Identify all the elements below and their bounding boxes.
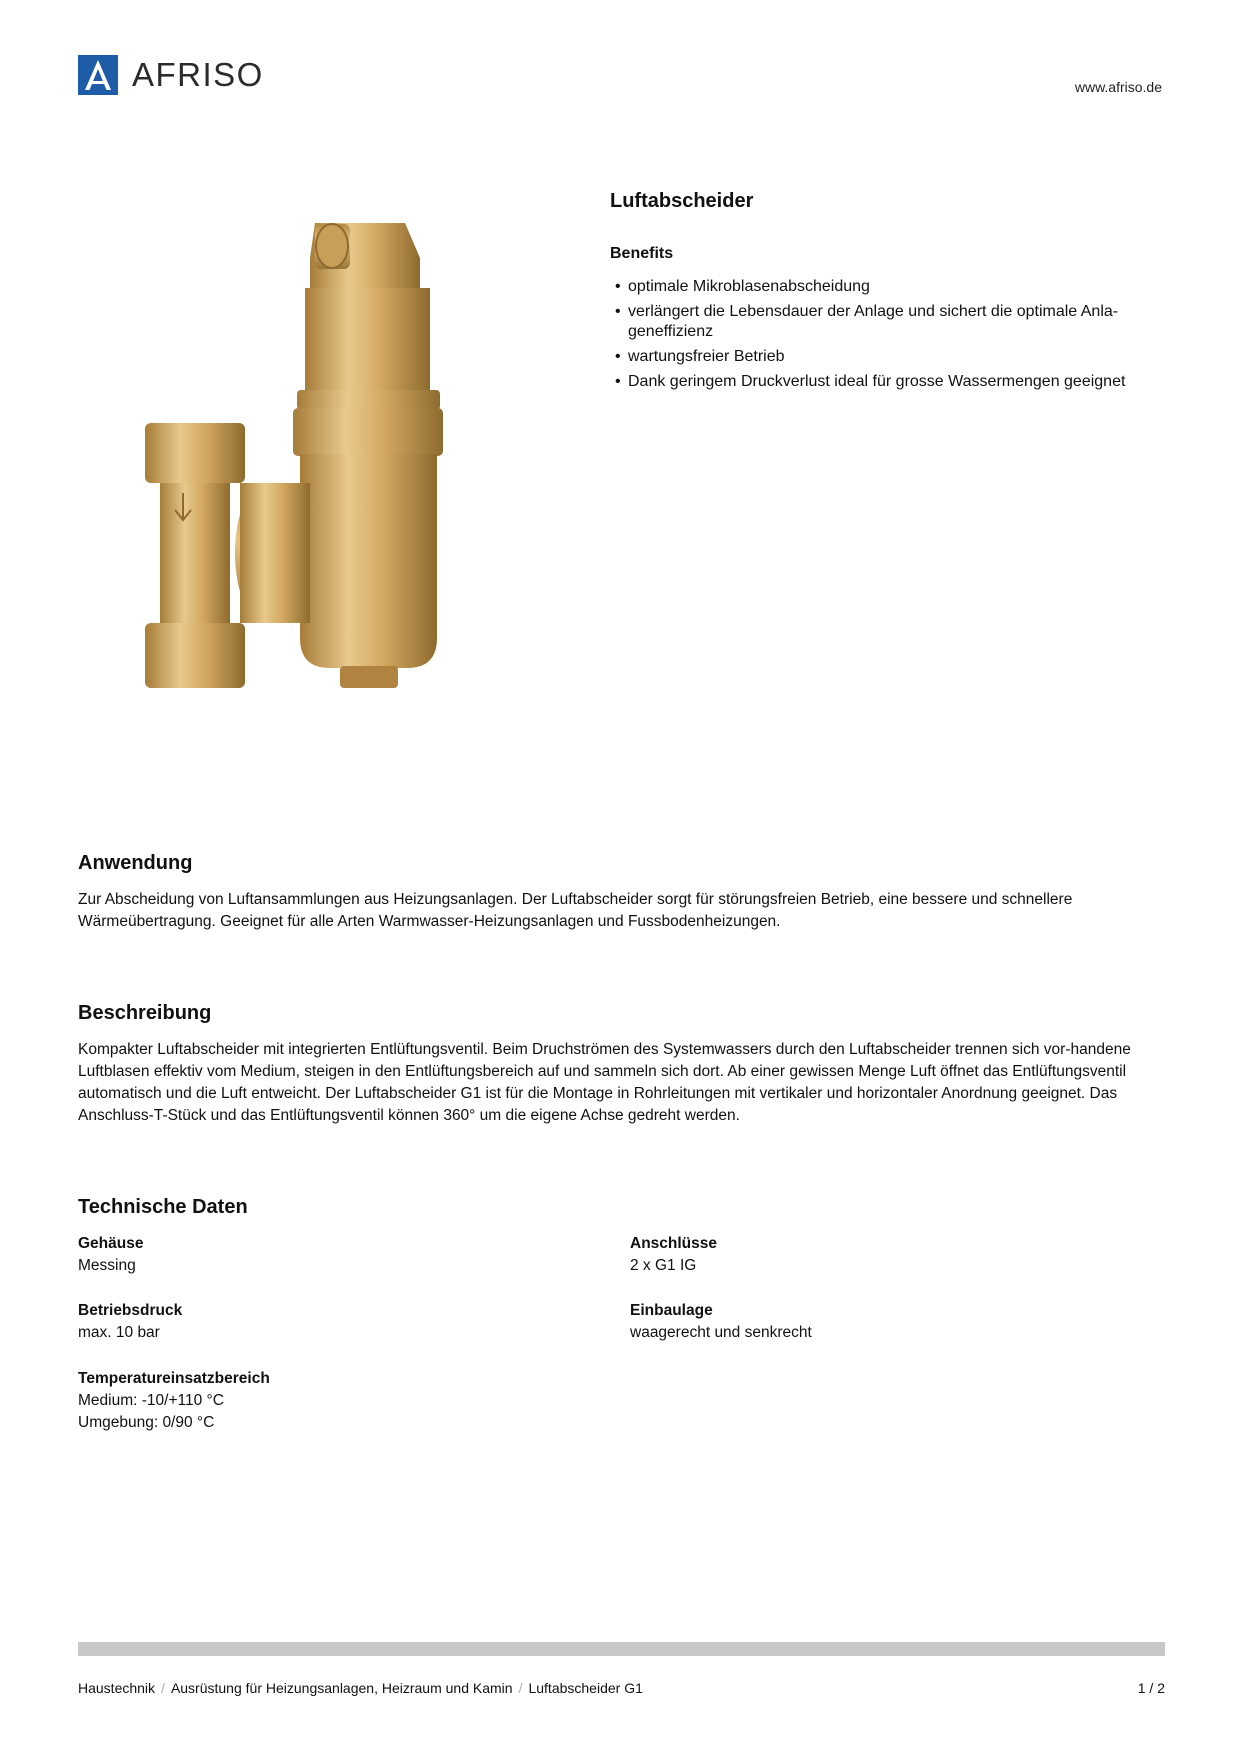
technische-daten-heading: Technische Daten [78,1196,248,1218]
benefit-item: • wartungsfreier Betrieb [610,347,1162,367]
spec-value: Umgebung: 0/90 °C [78,1414,215,1431]
afriso-logo-icon [78,55,118,95]
spec-value: max. 10 bar [78,1324,160,1341]
benefits-list [610,277,1162,397]
footer-divider [78,1642,1165,1656]
benefit-item: • Dank geringem Druckverlust ideal für grosse Wassermengen geeignet [610,372,1162,392]
breadcrumb [78,1680,643,1696]
beschreibung-heading: Beschreibung [78,1002,212,1024]
spec-label: Betriebsdruck [78,1302,183,1319]
benefit-item: • verlängert die Lebensdauer der Anlage und sichert die optimale Anla-geneffizienz [610,302,1162,342]
spec-label: Gehäuse [78,1235,144,1252]
benefit-item: • optimale Mikroblasenabscheidung [610,277,1162,297]
spec-value: 2 x G1 IG [630,1257,697,1274]
product-title: Luftabscheider [610,190,754,212]
spec-value: waagerecht und senkrecht [630,1324,812,1341]
page-number: 1 / 2 [1137,1680,1165,1696]
spec-betriebsdruck [78,1300,578,1344]
breadcrumb-item-heizungsanlagen[interactable]: Ausrüstung für Heizungsanlagen, Heizraum und Kamin [170,1680,513,1696]
brand-logo [78,55,264,95]
spec-value: Medium: -10/+110 °C [78,1392,224,1409]
brand-name: AFRISO [132,56,264,93]
brass-air-separator-image [145,218,515,768]
anwendung-heading: Anwendung [78,852,193,874]
spec-anschluesse [630,1233,1130,1277]
website-url[interactable]: www.afriso.de [1074,79,1162,95]
spec-einbaulage [630,1300,1130,1344]
beschreibung-text: Kompakter Luftabscheider mit integrierten Entlüftungsventil. Beim Druchströmen des Systemwassers durch den Luftabscheider trennen sich vor-handene Luftblasen effektiv vom Medium, steigen in den Entlüftungsbereich auf und sammeln sich dort. Ab einer gewissen Menge Luft öffnet das Entlüftungsventil automatisch und die Luft entweicht. Der Luftabscheider G1 ist für die Montage in Rohrleitungen mit vertikaler und horizontaler Anordnung geeignet. Das Anschluss-T-Stück und das Entlüftungsventil können 360° um die eigene Achse gedreht werden. [78,1041,1131,1124]
spec-value: Messing [78,1257,136,1274]
breadcrumb-item-product[interactable]: Luftabscheider G1 [528,1680,643,1696]
spec-label: Anschlüsse [630,1235,718,1252]
breadcrumb-separator: / [518,1680,523,1696]
breadcrumb-separator: / [161,1680,165,1696]
benefits-heading: Benefits [610,245,674,262]
anwendung-text: Zur Abscheidung von Luftansammlungen aus Heizungsanlagen. Der Luftabscheider sorgt für störungsfreien Betrieb, eine bessere und schnellere Wärmeübertragung. Geeignet für alle Arten Warmwasser-Heizungsanlagen und Fussbodenheizungen. [78,891,1073,930]
breadcrumb-item-haustechnik[interactable]: Haustechnik [78,1680,156,1696]
spec-temperatureinsatzbereich [78,1368,578,1434]
spec-label: Einbaulage [630,1302,713,1319]
spec-label: Temperatureinsatzbereich [78,1370,270,1387]
spec-gehaeuse [78,1233,578,1277]
